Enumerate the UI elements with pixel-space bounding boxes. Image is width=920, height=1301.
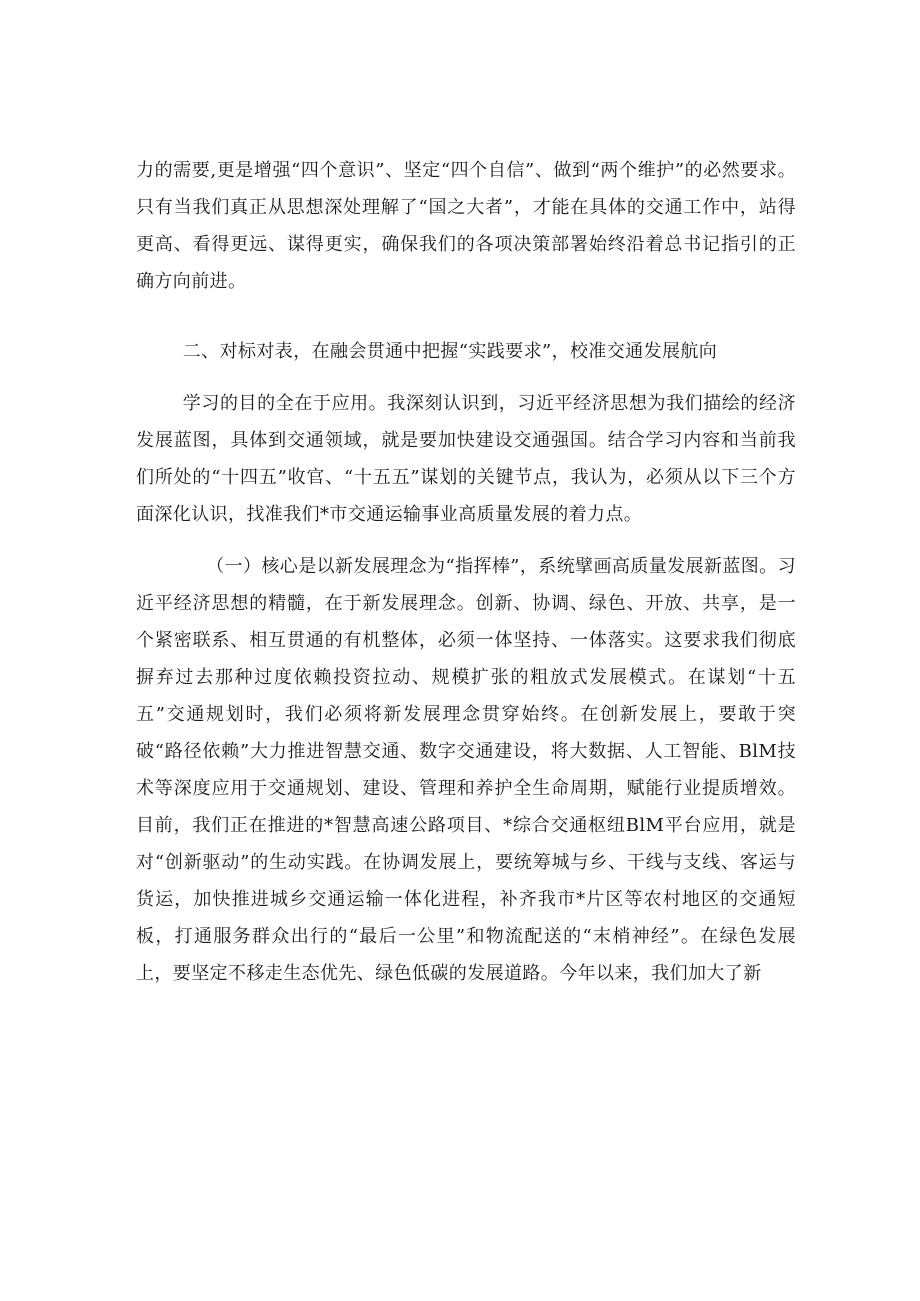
paragraph-gap — [136, 370, 796, 385]
paragraph-gap — [136, 300, 796, 333]
paragraph-gap — [136, 533, 796, 548]
section-heading-2: 二、对标对表，在融会贯通中把握“实践要求”，校准交通发展航向 — [182, 341, 718, 362]
paragraph-subsection-1: （一）核心是以新发展理念为“指挥棒”，系统擘画高质量发展新蓝图。习近平经济思想的精髓，在于新发展理念。创新、协调、绿色、开放、共享，是一个紧密联系、相互贯通的有机整体，必须一体坚持、一体落实。这要求我们彻底摒弃过去那种过度依赖投资拉动、规模扩张的粗放式发展模式。在谋划“十五五”交通规划时，我们必须将新发展理念贯穿始终。在创新发展上，要敢于突破“路径依赖”大力推进智慧交通、数字交通建设，将大数据、人工智能、BlM技术等深度应用于交通规划、建设、管理和养护全生命周期，赋能行业提质增效。目前，我们正在推进的*智慧高速公路项目、*综合交通枢纽BlM平台应用，就是对“创新驱动”的生动实践。在协调发展上，要统筹城与乡、干线与支线、客运与货运，加快推进城乡交通运输一体化进程，补齐我市*片区等农村地区的交通短板，打通服务群众出行的“最后一公里”和物流配送的“末梢神经”。在绿色发展上，要坚定不移走生态优先、绿色低碳的发展道路。今年以来，我们加大了新 — [136, 556, 796, 984]
paragraph-continued-intro: 力的需要,更是增强“四个意识”、坚定“四个自信”、做到“两个维护”的必然要求。只有当我们真正从思想深处理解了“国之大者”，才能在具体的交通工作中，站得更高、看得更远、谋得更实，确保我们的各项决策部署始终沿着总书记指引的正确方向前进。 — [136, 160, 796, 292]
document-body — [136, 152, 796, 992]
paragraph-application: 学习的目的全在于应用。我深刻认识到，习近平经济思想为我们描绘的经济发展蓝图，具体到交通领域，就是要加快建设交通强国。结合学习内容和当前我们所处的“十四五”收官、“十五五”谋划的关键节点，我认为，必须从以下三个方面深化认识，找准我们*市交通运输事业高质量发展的着力点。 — [136, 393, 796, 525]
